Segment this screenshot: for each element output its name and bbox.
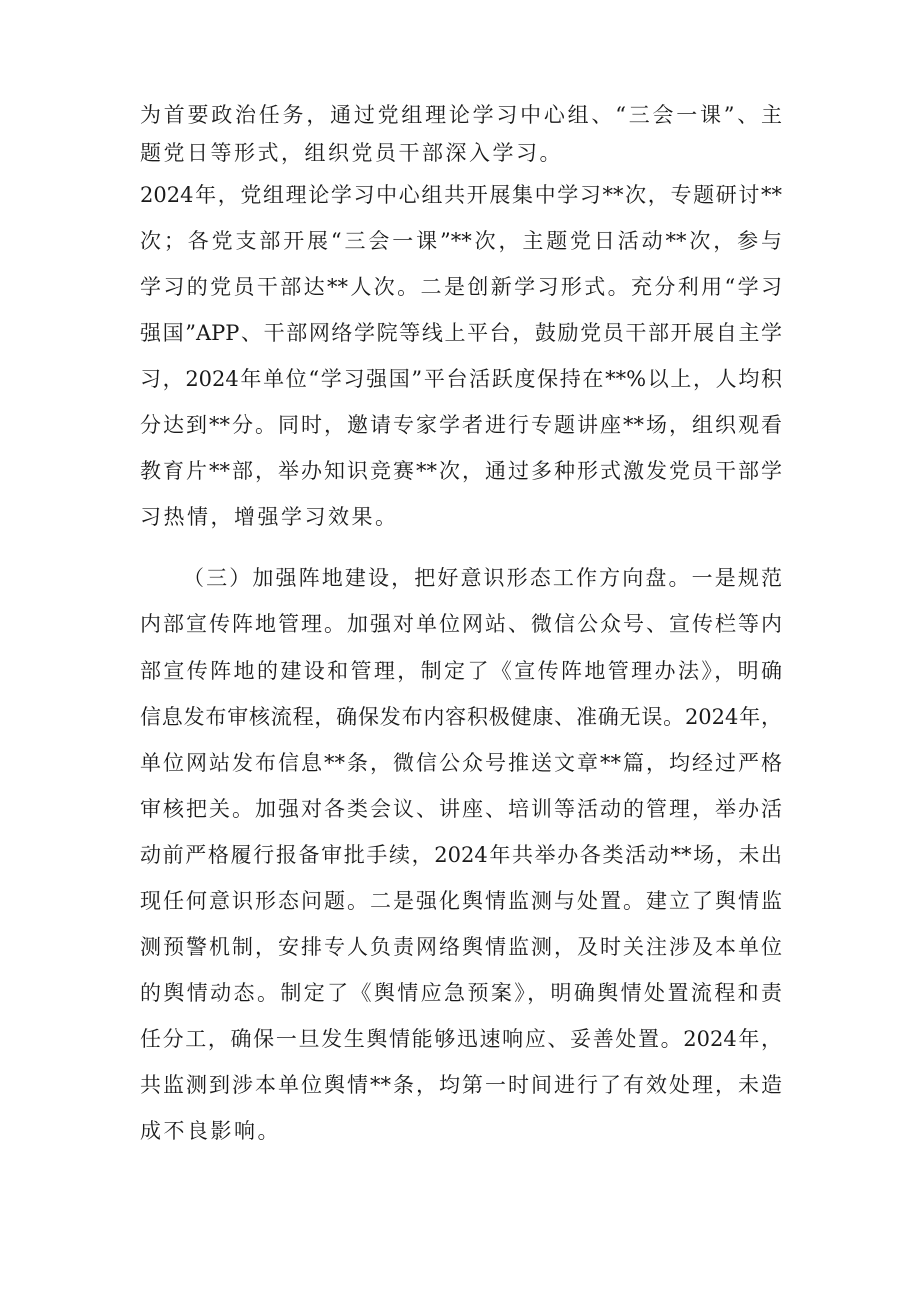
text-line: 为首要政治任务，通过党组理论学习中心组、“三会一课”、主	[140, 103, 782, 127]
text-line: 题党日等形式，组织党员干部深入学习。	[140, 141, 563, 165]
text-line: 习热情，增强学习效果。	[140, 505, 399, 529]
text-line: 内部宣传阵地管理。加强对单位网站、微信公众号、宣传栏等内	[140, 612, 782, 636]
text-line: 分达到**分。同时，邀请专家学者进行专题讲座**场，组织观看	[140, 413, 782, 437]
section-heading-line: （三）加强阵地建设，把好意识形态工作方向盘。一是规范	[183, 566, 782, 590]
text-line: 动前严格履行报备审批手续，2024年共举办各类活动**场，未出	[140, 843, 782, 867]
text-line: 现任何意识形态问题。二是强化舆情监测与处置。建立了舆情监	[140, 889, 782, 913]
text-line: 学习的党员干部达**人次。二是创新学习形式。充分利用“学习	[140, 275, 782, 299]
text-line: 成不良影响。	[140, 1119, 281, 1143]
text-line: 强国”APP、干部网络学院等线上平台，鼓励党员干部开展自主学	[140, 321, 782, 345]
text-line: 的舆情动态。制定了《舆情应急预案》，明确舆情处置流程和责	[140, 981, 782, 1005]
text-line: 2024年，党组理论学习中心组共开展集中学习**次，专题研讨**	[140, 183, 782, 207]
text-line: 教育片**部，举办知识竞赛**次，通过多种形式激发党员干部学	[140, 459, 782, 483]
text-line: 次；各党支部开展“三会一课”**次，主题党日活动**次，参与	[140, 229, 782, 253]
text-line: 审核把关。加强对各类会议、讲座、培训等活动的管理，举办活	[140, 797, 782, 821]
text-line: 测预警机制，安排专人负责网络舆情监测，及时关注涉及本单位	[140, 935, 782, 959]
text-line: 信息发布审核流程，确保发布内容积极健康、准确无误。2024年，	[140, 705, 782, 729]
text-line: 习，2024年单位“学习强国”平台活跃度保持在**%以上，人均积	[140, 367, 782, 391]
text-line: 共监测到涉本单位舆情**条，均第一时间进行了有效处理，未造	[140, 1073, 782, 1097]
text-line: 单位网站发布信息**条，微信公众号推送文章**篇，均经过严格	[140, 751, 782, 775]
text-line: 任分工，确保一旦发生舆情能够迅速响应、妥善处置。2024年，	[140, 1027, 782, 1051]
text-line: 部宣传阵地的建设和管理，制定了《宣传阵地管理办法》，明确	[140, 659, 782, 683]
